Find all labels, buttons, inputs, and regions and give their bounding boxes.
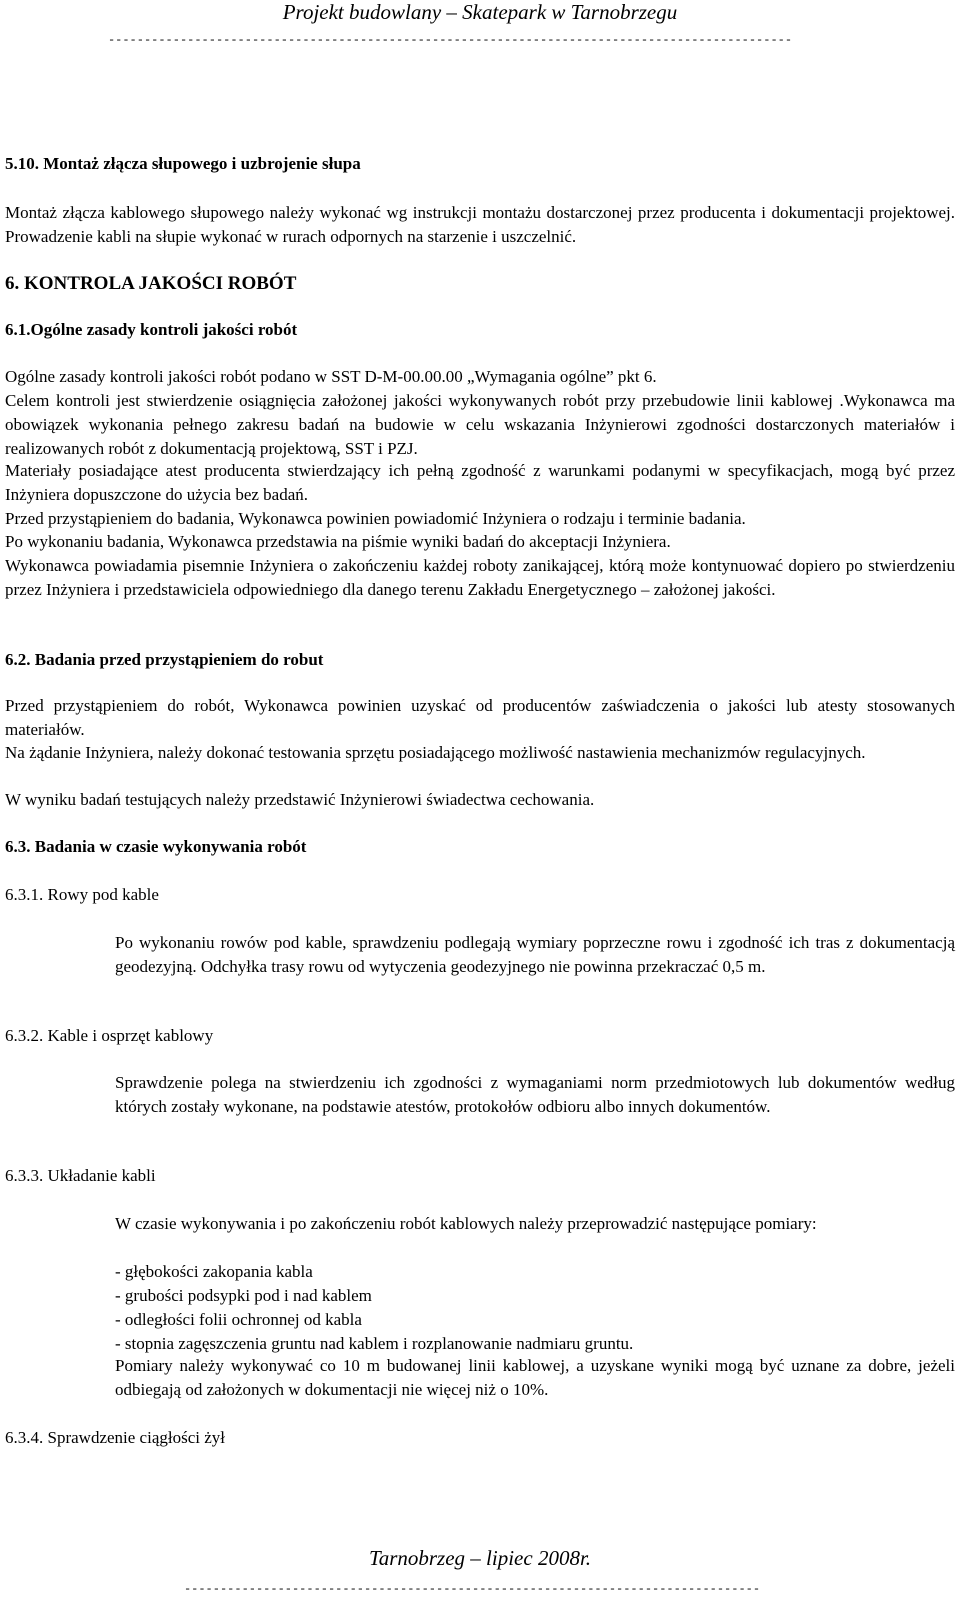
heading-6-2: 6.2. Badania przed przystąpieniem do robut [5,650,324,669]
heading-5-10: 5.10. Montaż złącza słupowego i uzbrojenie słupa [5,154,361,173]
heading-6-3-3: 6.3.3. Układanie kabli [5,1166,156,1185]
measurement-list [115,1260,955,1356]
heading-6-3-4: 6.3.4. Sprawdzenie ciągłości żył [5,1428,225,1447]
paragraph-6-2-2: Na żądanie Inżyniera, należy dokonać testowania sprzętu posiadającego możliwość nastawienia mechanizmów regulacyjnych. [5,743,866,762]
page-header-title: Projekt budowlany – Skatepark w Tarnobrzegu [282,0,678,24]
heading-6: 6. KONTROLA JAKOŚCI ROBÓT [5,273,297,294]
paragraph-6-1-1: Ogólne zasady kontroli jakości robót podano w SST D-M-00.00.00 „Wymagania ogólne” pkt 6. [5,367,657,386]
list-item: - głębokości zakopania kabla [115,1262,313,1281]
paragraph-6-3-1: Po wykonaniu rowów pod kable, sprawdzeniu podlegają wymiary poprzeczne rowu i zgodność ich tras z dokumentacją geodezyjną. Odchyłka trasy rowu od wytyczenia geodezyjnego nie powinna przekraczać 0,5 m. [115,933,955,976]
paragraph-5-10: Montaż złącza kablowego słupowego należy wykonać wg instrukcji montażu dostarczonej przez producenta i dokumentacji projektowej. Prowadzenie kabli na słupie wykonać w rurach odpornych na starzenie i uszczelnić. [5,203,955,246]
heading-6-3-2: 6.3.2. Kable i osprzęt kablowy [5,1026,214,1045]
footer-rule: -------------------------------------------------------------------------------- [183,1582,761,1596]
paragraph-6-3-3-outro: Pomiary należy wykonywać co 10 m budowanej linii kablowej, a uzyskane wyniki mogą być uznane za dobre, jeżeli odbiegają od założonych w dokumentacji nie więcej niż o 10%. [115,1356,955,1399]
paragraph-6-3-2: Sprawdzenie polega na stwierdzeniu ich zgodności z wymaganiami norm przedmiotowych lub dokumentów według których zostały wykonane, na podstawie atestów, protokołów odbioru albo innych dokumentów. [115,1073,955,1116]
heading-6-3-1: 6.3.1. Rowy pod kable [5,885,159,904]
paragraph-6-2-3: W wyniku badań testujących należy przedstawić Inżynierowi świadectwa cechowania. [5,790,595,809]
paragraph-6-1-5: Po wykonaniu badania, Wykonawca przedstawia na piśmie wyniki badań do akceptacji Inżyniera. [5,532,671,551]
paragraph-6-1-2: Celem kontroli jest stwierdzenie osiągnięcia założonej jakości wykonywanych robót przy przebudowie linii kablowej .Wykonawca ma obowiązek wykonania pełnego zakresu badań na budowie w celu wskazania Inżynierowi zgodności dostarczonych materiałów i realizowanych robót z dokumentacją projektową, SST i PZJ. [5,391,955,458]
list-item: - stopnia zagęszczenia gruntu nad kablem i rozplanowanie nadmiaru gruntu. [115,1334,634,1353]
page-footer-text: Tarnobrzeg – lipiec 2008r. [368,1546,592,1570]
paragraph-6-2-1: Przed przystąpieniem do robót, Wykonawca powinien uzyskać od producentów zaświadczenia o jakości lub atesty stosowanych materiałów. [5,696,955,739]
list-item: - grubości podsypki pod i nad kablem [115,1286,372,1305]
heading-6-3: 6.3. Badania w czasie wykonywania robót [5,837,307,856]
paragraph-6-3-3-intro: W czasie wykonywania i po zakończeniu robót kablowych należy przeprowadzić następujące pomiary: [115,1214,817,1233]
list-item: - odległości folii ochronnej od kabla [115,1310,362,1329]
heading-6-1: 6.1.Ogólne zasady kontroli jakości robót [5,320,298,339]
header-rule: ----------------------------------------------------------------------------------------------- [107,33,793,47]
paragraph-6-1-3: Materiały posiadające atest producenta stwierdzający ich pełną zgodność z warunkami podanymi w specyfikacjach, mogą być przez Inżyniera dopuszczone do użycia bez badań. [5,461,955,504]
paragraph-6-1-4: Przed przystąpieniem do badania, Wykonawca powinien powiadomić Inżyniera o rodzaju i terminie badania. [5,509,746,528]
paragraph-6-1-6: Wykonawca powiadamia pisemnie Inżyniera o zakończeniu każdej roboty zanikającej, którą może kontynuować dopiero po stwierdzeniu przez Inżyniera i przedstawiciela odpowiedniego dla danego terenu Zakładu Energetycznego – założonej jakości. [5,556,955,599]
